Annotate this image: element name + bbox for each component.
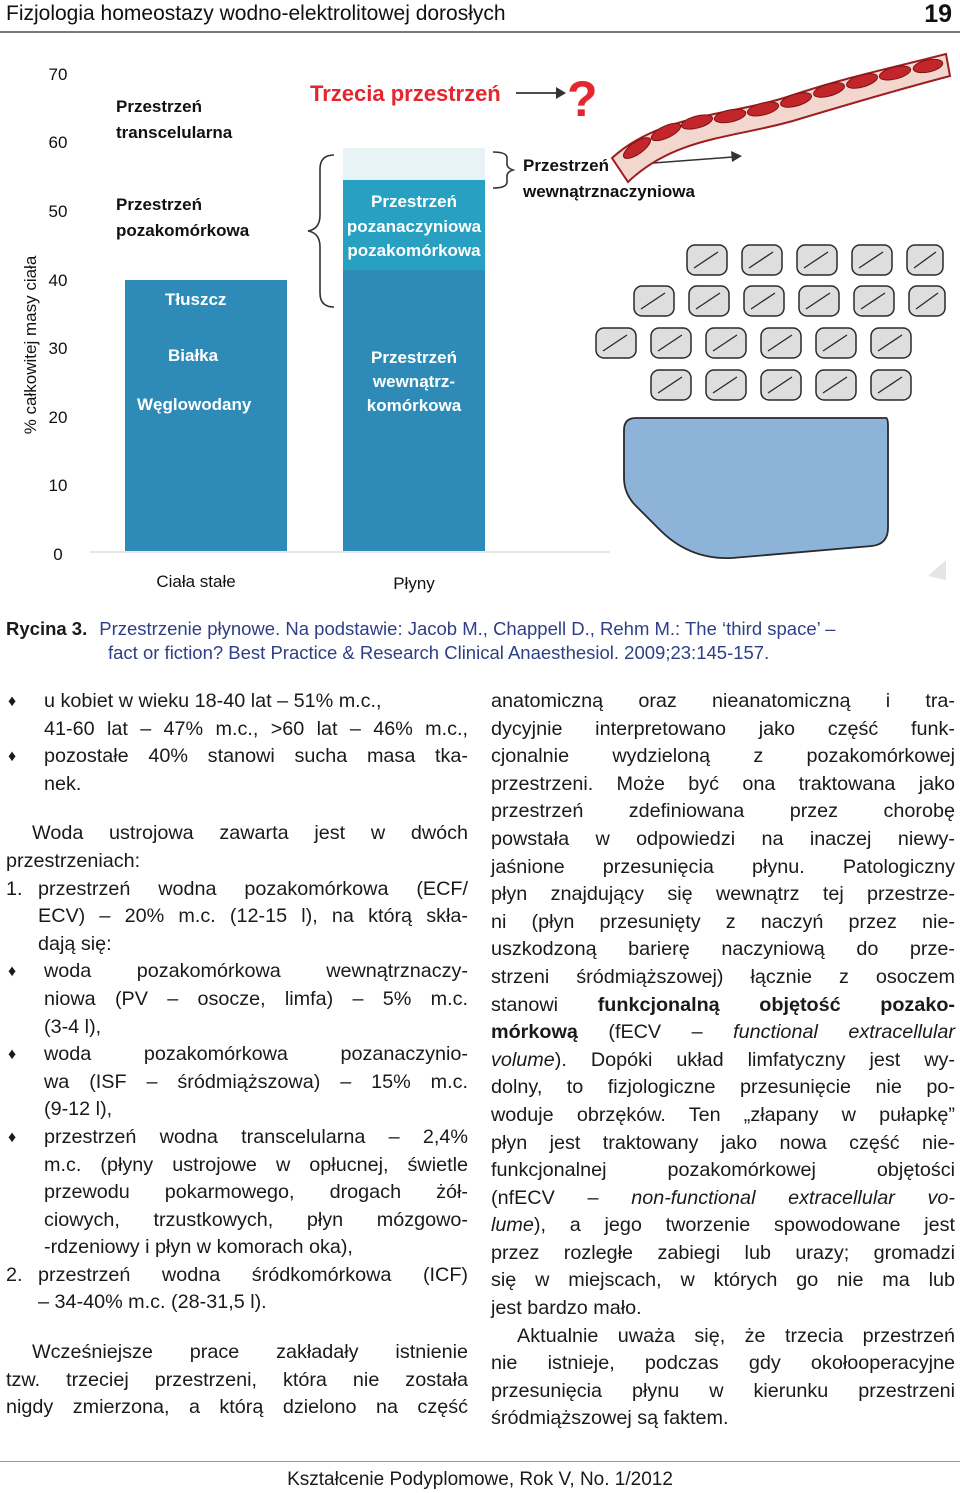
intravascular-label-1: Przestrzeń (523, 156, 609, 175)
intracellular-cell (624, 418, 888, 558)
numbered-item (6, 1262, 468, 1317)
text-line: m.c. (płyny ustrojowe w opłucnej, świetle (44, 1153, 468, 1176)
text-line: przesunięcia płynu w kierunku przestrzeni (491, 1379, 955, 1402)
text-line: przez rozległe zabiegi lub urazy; gromadzi (491, 1241, 955, 1264)
diamond-bullet-icon: ♦ (8, 748, 17, 766)
text-line: się w miejscach, w których go nie ma lub (491, 1269, 955, 1292)
left-column (6, 688, 468, 1422)
figure-caption-line2: fact or fiction? Best Practice & Research Clinical Anaesthesiol. 2009;23:145-157. (108, 642, 770, 663)
x-category-solids: Ciała stałe (156, 572, 236, 591)
text-line: jaśnione przesunięcia płynu. Patologiczny (491, 855, 955, 878)
list-item (6, 958, 468, 1041)
text-line: strzeni śródmiąższowej) łącznie z osoczem (491, 965, 955, 988)
text-line: stanowi funkcjonalną objętość pozako- (491, 993, 955, 1016)
y-tick: 40 (48, 271, 68, 290)
y-tick: 0 (53, 545, 63, 564)
list-item (6, 1041, 468, 1124)
tissue-cells (596, 245, 945, 400)
right-brace (493, 152, 513, 188)
transcellular-label-1: Przestrzeń (116, 97, 202, 116)
paragraph-line: Wcześniejsze prace zakładały istnienie (32, 1341, 468, 1364)
third-space-arrowhead (556, 87, 566, 99)
interstitial-label-3: pozakomórkowa (347, 241, 481, 260)
text-line: dolny, to fizjologiczne przesunięcie nie po- (491, 1076, 955, 1099)
list-item (6, 1124, 468, 1262)
solids-carbs-label: Węglowodany (137, 395, 252, 414)
text-line: 41-60 lat – 47% m.c., >60 lat – 46% m.c., (44, 717, 468, 740)
text-line: przestrzeń zdefiniowana przez chorobę (491, 800, 955, 823)
text-line: ciowych, trzustkowych, płyn mózgowo- (44, 1208, 468, 1231)
text-line: nek. (44, 772, 82, 795)
y-tick: 60 (48, 133, 68, 152)
text-line: woda pozakomórkowa pozanaczynio- (44, 1043, 468, 1066)
page-footer (0, 1455, 960, 1493)
text-line: uszkodzoną barierę naczyniową do prze- (491, 938, 955, 961)
text-line: Aktualnie uważa się, że trzecia przestrzeń (517, 1324, 955, 1347)
tissue-edge (928, 560, 946, 580)
text-line: przestrzeń wodna śródkomórkowa (ICF) (38, 1263, 468, 1286)
y-tick: 70 (48, 65, 68, 84)
y-tick: 30 (48, 339, 68, 358)
intracellular-label-1: Przestrzeń (371, 348, 457, 367)
question-mark: ? (567, 71, 598, 127)
text-line: mórkową (fECV – functional extracellular (491, 1021, 955, 1044)
text-line: ECV) – 20% m.c. (12-15 l), na którą skła- (38, 905, 468, 928)
fluids-transcellular-segment (343, 148, 485, 180)
diamond-bullet-icon: ♦ (8, 963, 17, 981)
paragraph-line: tzw. trzeciej przestrzeni, która nie została (6, 1368, 468, 1391)
text-line: powstała w odpowiedzi na inaczej niewy- (491, 827, 955, 850)
third-space-label: Trzecia przestrzeń (310, 81, 501, 106)
list-item (6, 688, 468, 743)
text-line: płyn jest traktowany jako nowa część nie- (491, 1131, 955, 1154)
footer-rule (0, 1461, 960, 1462)
y-tick: 50 (48, 202, 68, 221)
text-line: u kobiet w wieku 18-40 lat – 51% m.c., (44, 690, 382, 712)
figure-fluid-compartments (0, 40, 960, 610)
intravascular-label-2: wewnątrznaczyniowa (523, 182, 695, 201)
text-line: ni (płyn przesunięty z naczyń przez nie- (491, 910, 955, 933)
header-rule (0, 31, 960, 33)
text-line: funkcjonalnej pozakomórkowej objętości (491, 1159, 955, 1182)
solids-bar (125, 280, 287, 551)
text-line: dycyjnie interpretowano jako część funk- (491, 717, 955, 740)
text-line: przestrzeń wodna transcelularna – 2,4% (44, 1125, 468, 1148)
text-line: lume), a jego tworzenie spowodowane jest (491, 1214, 955, 1237)
right-column (491, 688, 955, 1433)
intracellular-label-2: wewnątrz- (372, 372, 456, 391)
y-tick: 20 (48, 408, 68, 427)
text-line: płyn znajdujący się wewnątrz tej przestrze- (491, 883, 955, 906)
y-tick: 10 (48, 476, 68, 495)
text-line: volume). Dopóki układ limfatyczny jest wy- (491, 1048, 955, 1071)
page-number: 19 (924, 0, 952, 28)
intracellular-label-3: komórkowa (366, 396, 462, 415)
text-line: wa (ISF – śródmiąższowa) – 15% m.c. (44, 1070, 468, 1093)
paragraph-line: Woda ustrojowa zawarta jest w dwóch (32, 822, 468, 845)
y-axis-label: % całkowitej masy ciała (21, 255, 40, 435)
extracellular-label-2: pozakomórkowa (116, 221, 250, 240)
text-line: (3-4 l), (44, 1015, 102, 1038)
running-title: Fizjologia homeostazy wodno-elektrolitowej dorosłych (6, 2, 506, 25)
text-line: cjonalnie wydzieloną z pozakomórkowej (491, 745, 955, 768)
numbered-item (6, 876, 468, 959)
page-header (0, 0, 960, 30)
text-line: przewodu pokarmowego, drogach żół- (44, 1181, 468, 1204)
footer-text: Kształcenie Podyplomowe, Rok V, No. 1/2012 (287, 1469, 673, 1490)
text-line: woda pozakomórkowa wewnątrznaczy- (44, 960, 468, 983)
text-line: (nfECV – non-functional extracellular vo- (491, 1186, 955, 1209)
solids-protein-label: Białka (168, 346, 219, 365)
diamond-bullet-icon: ♦ (8, 693, 17, 710)
text-line: dają się: (38, 932, 112, 955)
text-line: jest bardzo mało. (491, 1297, 642, 1320)
interstitial-label-1: Przestrzeń (371, 192, 457, 211)
diamond-bullet-icon: ♦ (8, 1046, 17, 1064)
paragraph-line: przestrzeniach: (6, 849, 141, 872)
figure-caption-label: Rycina 3. (6, 618, 88, 639)
diamond-bullet-icon: ♦ (8, 1128, 17, 1146)
transcellular-label-2: transcelularna (116, 123, 233, 142)
figure-caption (6, 617, 956, 665)
extracellular-label-1: Przestrzeń (116, 195, 202, 214)
text-line: woduje obrzęków. Ten „złapany w pułapkę” (491, 1103, 955, 1126)
intravascular-arrowhead (731, 151, 742, 162)
list-number: 1. (6, 877, 23, 900)
text-line: anatomiczną oraz nieanatomiczną i tra- (491, 690, 955, 712)
interstitial-label-2: pozanaczyniowa (346, 217, 482, 236)
text-line: przestrzeń wodna pozakomórkowa (ECF/ (38, 877, 468, 900)
list-number: 2. (6, 1263, 23, 1286)
list-item (6, 743, 468, 798)
text-line: (9-12 l), (44, 1098, 113, 1121)
text-line: przestrzeni. Może być ona traktowana jako (491, 772, 955, 795)
text-line: pozostałe 40% stanowi sucha masa tka- (44, 745, 468, 768)
paragraph-line: nigdy zmierzona, a którą dzielono na część (6, 1396, 468, 1419)
text-line: niowa (PV – osocze, limfa) – 5% m.c. (44, 987, 468, 1010)
text-line: śródmiąższowej są faktem. (491, 1407, 729, 1430)
text-line: nie istnieje, podczas gdy okołooperacyjne (491, 1352, 955, 1375)
x-category-fluids: Płyny (393, 574, 435, 593)
text-line: -rdzeniowy i płyn w komorach oka), (44, 1236, 353, 1259)
figure-caption-line1: Przestrzenie płynowe. Na podstawie: Jacob M., Chappell D., Rehm M.: The ‘third space’ – (99, 618, 836, 639)
solids-fat-label: Tłuszcz (165, 290, 227, 309)
text-line: – 34-40% m.c. (28-31,5 l). (38, 1291, 267, 1314)
left-brace (308, 155, 334, 307)
figure-svg (0, 40, 960, 610)
